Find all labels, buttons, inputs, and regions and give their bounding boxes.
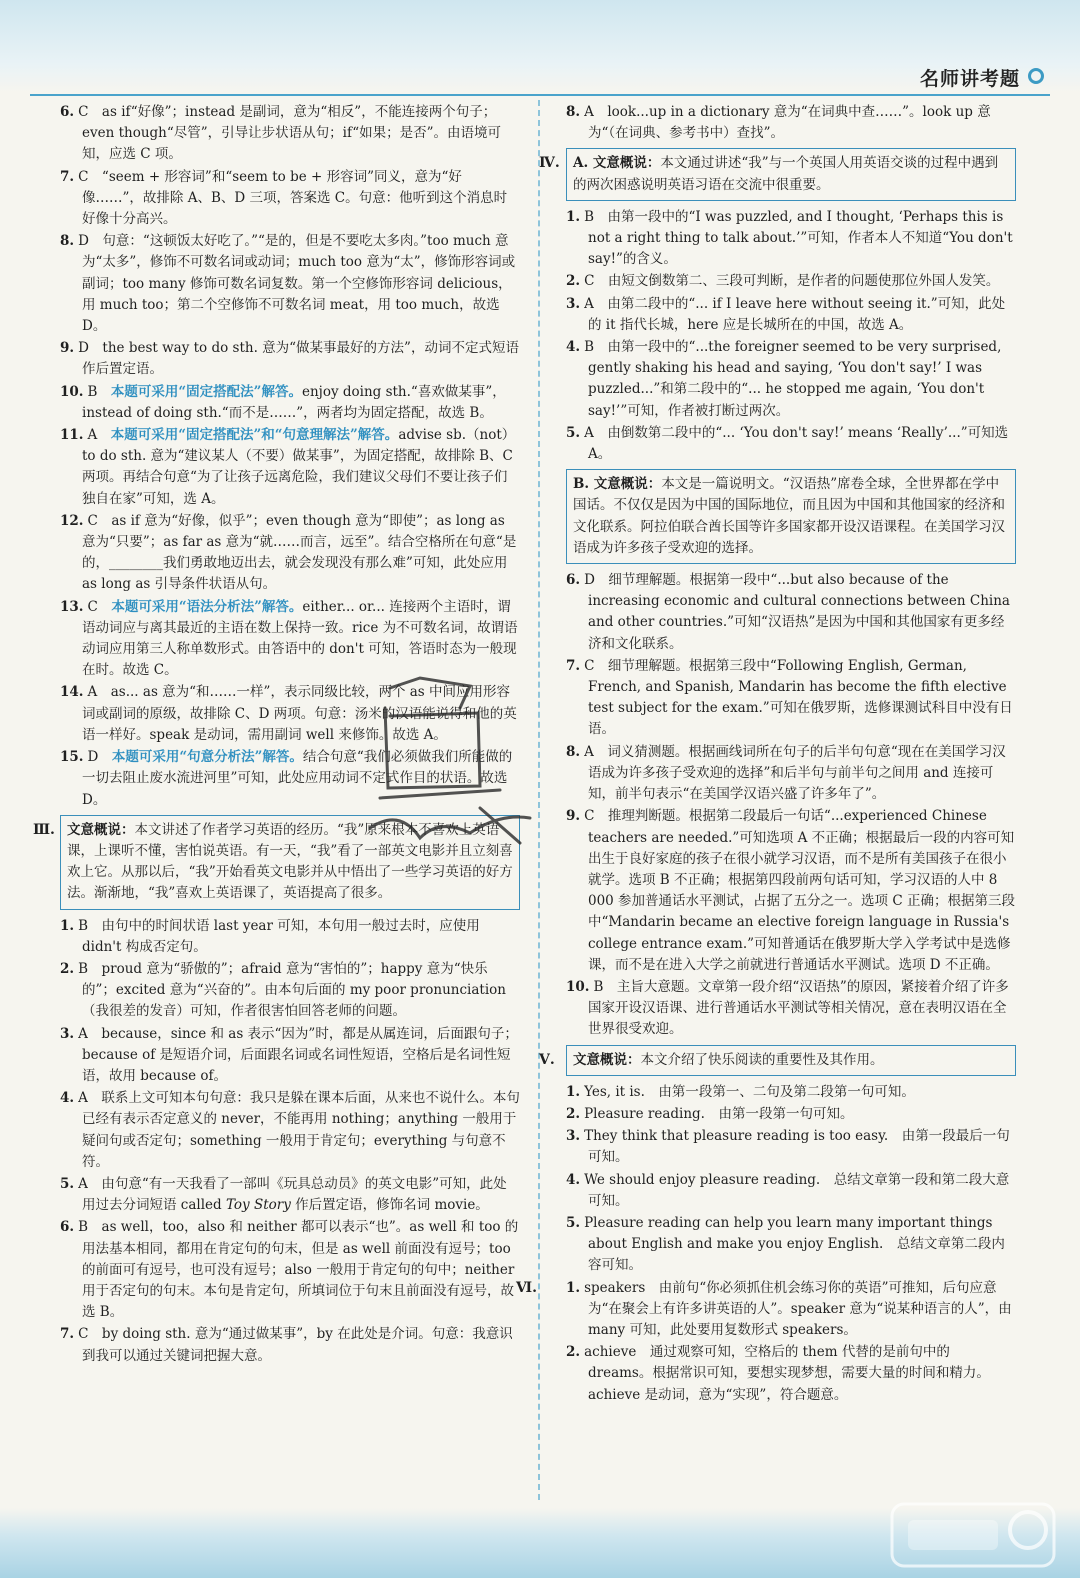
summary-box-b: B. 文意概说：本文是一篇说明文。“汉语热”席卷全球，全世界都在学中国话。不仅仅是因为中国的国际地位，而且因为中国和其他国家的经济和文化联系。阿拉伯联合酋长国等许多国家都开设汉语课程。在美国学习汉语成为许多孩子受欢迎的选择。 <box>566 469 1016 564</box>
answer-item-15: 15. D 本题可采用“句意分析法”解答。结合句意“我们必须做我们所能做的一切去阻止废水流进河里”可知，此处应用动词不定式作目的状语。故选 D。 <box>60 749 513 808</box>
answer-item: 6. B as well，too，also 和 neither 都可以表示“也”。as well 和 too 的用法基本相同，都用在肯定句的句末，但是 as well 前面没有逗号；too 的前面可有逗号，也可没有逗号；also 一般用于肯定句的句中；neither 用于否定句的句末。本句是肯定句，所填词位于句末且前面没有逗号，故选 B。 <box>60 1219 519 1321</box>
ring-icon <box>1028 68 1044 84</box>
answer-item: 1. B 由第一段中的“I was puzzled, and I thought, ‘Perhaps this is not a right thing to talk about.’”可知，作者本人不知道“You don't say!”的含义。 <box>566 208 1013 268</box>
answer-item: 4. A 联系上文可知本句句意：我只是躲在课本后面，从来也不说什么。本句已经有表示否定意义的 never，不能再用 nothing；anything 一般用于疑问句或否定句；something 一般用于肯定句；everything 与句意不符。 <box>60 1090 520 1170</box>
answer-item-11: 11. A 本题可采用“固定搭配法”和“句意理解法”解答。advise sb.（not） to do sth. 意为“建议某人（不要）做某事”，为固定搭配，故排除 B、C 两项。再结合句意“为了让孩子远离危险，我们建议父母们不要让孩子们独自在家”可知，选 A。 <box>60 427 516 507</box>
left-items-c <box>60 1217 520 1366</box>
section-number: Ⅲ. <box>33 821 55 838</box>
answer-item: 3. A because，since 和 as 表示“因为”时，都是从属连词，后面跟句子；because of 是短语介词，后面跟名词或名词性短语，空格后是名词性短语，故用 because of。 <box>60 1025 518 1084</box>
summary-box-3: Ⅲ. 文意概说：本文讲述了作者学习英语的经历。“我”原来根本不喜欢上英语课，上课听不懂，害怕说英语。有一天，“我”看了一部英文电影并且立刻喜欢上它。从那以后，“我”开始看英文电影并从中悟出了一些学习英语的好方法。渐渐地，“我”喜欢上英语课了，英语提高了很多。 <box>60 815 520 910</box>
header-divider <box>30 94 1050 96</box>
answer-item: 8. D 句意：“这顿饭太好吃了。”“是的，但是不要吃太多肉。”too much 意为“太多”，修饰不可数名词或动词；much too 意为“太”，修饰形容词或副词；too many 修饰可数名词复数。第一个空修饰形容词 delicious，用 much too；第二个空修饰不可数名词 meat，用 too much，故选 D。 <box>60 233 516 335</box>
answer-item-vi-1: Ⅵ. 1. speakers 由前句“你必须抓住机会练习你的英语”可推知，后句应意为“在聚会上有许多讲英语的人”。speaker 意为“说某种语言的人”，由 many 可知，此处要用复数形式 speakers。 <box>516 1279 1012 1338</box>
answer-item-13: 13. C 本题可采用“语法分析法”解答。either... or... 连接两个主语时，谓语动词应与离其最近的主语在数上保持一致。rice 为不可数名词，故谓语动词应用第三人称单数形式。由答语中的 don't 可知，答语时态为一般现在时。故选 C。 <box>60 598 518 679</box>
column-divider <box>538 100 540 1500</box>
answer-item: 5. Pleasure reading can help you learn many important things about English and make you enjoy English. 总结文章第二段内容可知。 <box>566 1214 1005 1274</box>
answer-item: 8. A 词义猜测题。根据画线词所在句子的后半句句意“现在在美国学习汉语成为许多孩子受欢迎的选择”和后半句与前半句之间用 and 连接可知，前半句表示“在美国学汉语兴盛了许多年了”。 <box>566 743 1006 803</box>
answer-item-vi-2: 2. achieve 通过观察可知，空格后的 them 代替的是前句中的 dreams。根据常识可知，要想实现梦想，需要大量的时间和精力。achieve 是动词，意为“实现”，符合题意。 <box>566 1344 990 1403</box>
answer-item-12: 12. C as if 意为“好像，似乎”；even though 意为“即使”；as long as 意为“只要”；as far as 意为“就……而言，远至”。结合空格所在句意“是的，________我们勇敢地迈出去，就会发现没有那么难”可知，此处应用 as long as 引导条件状语从句。 <box>60 512 517 593</box>
left-column <box>33 102 520 1368</box>
answer-item: 6. D 细节理解题。根据第一段中“...but also because of the increasing economic and cultural connections between China and other countries.”可知“汉语热”是因为中国和其他国家有更多经济和文化联系。 <box>566 572 1010 652</box>
left-items-b <box>60 916 520 1173</box>
answer-item: 7. C “seem + 形容词”和“seem to be + 形容词”同义，意为“好像……”，故排除 A、B、D 三项，答案选 C。句意：他听到这个消息时好像十分高兴。 <box>60 168 508 228</box>
answer-item-10: 10. B 本题可采用“固定搭配法”解答。enjoy doing sth.“喜欢做某事”，instead of doing sth.“而不是……”，两者均为固定搭配，故选 B。 <box>60 383 506 421</box>
left-items-a <box>60 102 520 381</box>
section-number: Ⅴ. <box>539 1051 555 1068</box>
answer-item: 7. C by doing sth. 意为“通过做某事”，by 在此处是介词。句意：我意识到我可以通过关键词把握大意。 <box>60 1326 513 1364</box>
watermark-logo-icon <box>888 1500 1058 1570</box>
summary-box-5: Ⅴ. 文意概说：本文介绍了快乐阅读的重要性及其作用。 <box>566 1045 1016 1076</box>
summary-box-4: Ⅳ. A. 文意概说：本文通过讲述“我”与一个英国人用英语交谈的过程中遇到的两次困惑说明英语习语在交流中很重要。 <box>566 148 1016 200</box>
section-number: Ⅳ. <box>539 155 560 172</box>
header-band <box>0 0 1080 92</box>
answer-item: 2. C 由短文倒数第二、三段可判断，是作者的问题使那位外国人发笑。 <box>566 273 1000 290</box>
right-items-c <box>566 1082 1016 1277</box>
answer-item: 6. C as if“好像”；instead 是副词，意为“相反”，不能连接两个句子；even though“尽管”，引导让步状语从句；if“如果；是否”。由语境可知，应选 C 项。 <box>60 104 502 163</box>
page-title: 名师讲考题 <box>919 68 1020 90</box>
answer-item: 5. A 由倒数第二段中的“... ‘You don't say!’ means ‘Really’...”可知选 A。 <box>566 424 1009 463</box>
answer-item: 2. B proud 意为“骄傲的”；afraid 意为“害怕的”；happy 意为“快乐的”；excited 意为“兴奋的”。由本句后面的 my poor pronunciation（我很差的发音）可知，作者很害怕回答老师的问题。 <box>60 960 506 1020</box>
answer-item: 10. B 主旨大意题。文章第一段介绍“汉语热”的原因，紧接着介绍了许多国家开设汉语课、进行普通话水平测试等相关情况，意在表明汉语在全世界很受欢迎。 <box>566 978 1009 1038</box>
right-column <box>516 102 1016 1407</box>
answer-item: 1. Yes, it is. 由第一段第一、二句及第二段第一句可知。 <box>566 1083 915 1100</box>
answer-item-8: 8. A look...up in a dictionary 意为“在词典中查……”。look up 意为“（在词典、参考书中）查找”。 <box>566 104 991 142</box>
answer-item-5: 5. A 由句意“有一天我看了一部叫《玩具总动员》的英文电影”可知，此处用过去分词短语 called Toy Story 作后置定语，修饰名词 movie。 <box>60 1175 507 1214</box>
answer-item: 3. A 由第二段中的“... if I leave here without seeing it.”可知，此处的 it 指代长城，here 应是长城所在的中国，故选 A。 <box>566 295 1006 333</box>
answer-item: 7. C 细节理解题。根据第三段中“Following English, German, French, and Spanish, Mandarin has become the fifth elective test subject for the exam.”可知在俄罗斯，选修课测试科目中没有日语。 <box>566 657 1013 738</box>
right-items-b <box>566 570 1016 1040</box>
answer-item: 4. We should enjoy pleasure reading. 总结文章第一段和第二段大意可知。 <box>566 1171 1010 1209</box>
answer-item: 4. B 由第一段中的“...the foreigner seemed to be very surprised, gently shaking his head and saying, ‘You don't say!’ I was puzzled...”和第二段中的“... he stopped me again, ‘You don't say!’”可知，作者被打断过两次。 <box>566 339 1002 419</box>
answer-item: 9. C 推理判断题。根据第二段最后一句话“...experienced Chinese teachers are needed.”可知选项 A 不正确；根据最后一段的内容可知出生于良好家庭的孩子在很小就学习汉语，而不是所有美国孩子在很小就学。选项 B 不正确；根据第四段前两句话可知，学习汉语的人中 8 000 参加普通话水平测试，占据了五分之一。选项 C 正确；根据第三段中“Mandarin became an elective foreign language in Russia's college entrance exam.”可知普通话在俄罗斯大学入学考试中是选修课，而不是在进入大学之前就进行普通话水平测试。选项 D 不正确。 <box>566 808 1015 973</box>
answer-item: 2. Pleasure reading. 由第一段第一句可知。 <box>566 1105 854 1122</box>
answer-item-14: 14. A as... as 意为“和……一样”，表示同级比较，两个 as 中间应用形容词或副词的原级，故排除 C、D 两项。句意：汤米的汉语能说得和他的英语一样好。speak 是动词，需用副词 well 来修饰。故选 A。 <box>60 684 517 743</box>
answer-item: 1. B 由句中的时间状语 last year 可知，本句用一般过去时，应使用 didn't 构成否定句。 <box>60 917 480 955</box>
answer-item: 3. They think that pleasure reading is too easy. 由第一段最后一句可知。 <box>566 1128 1010 1166</box>
right-items-a <box>566 207 1016 465</box>
answer-item: 9. D the best way to do sth. 意为“做某事最好的方法”，动词不定式短语作后置定语。 <box>60 340 519 378</box>
